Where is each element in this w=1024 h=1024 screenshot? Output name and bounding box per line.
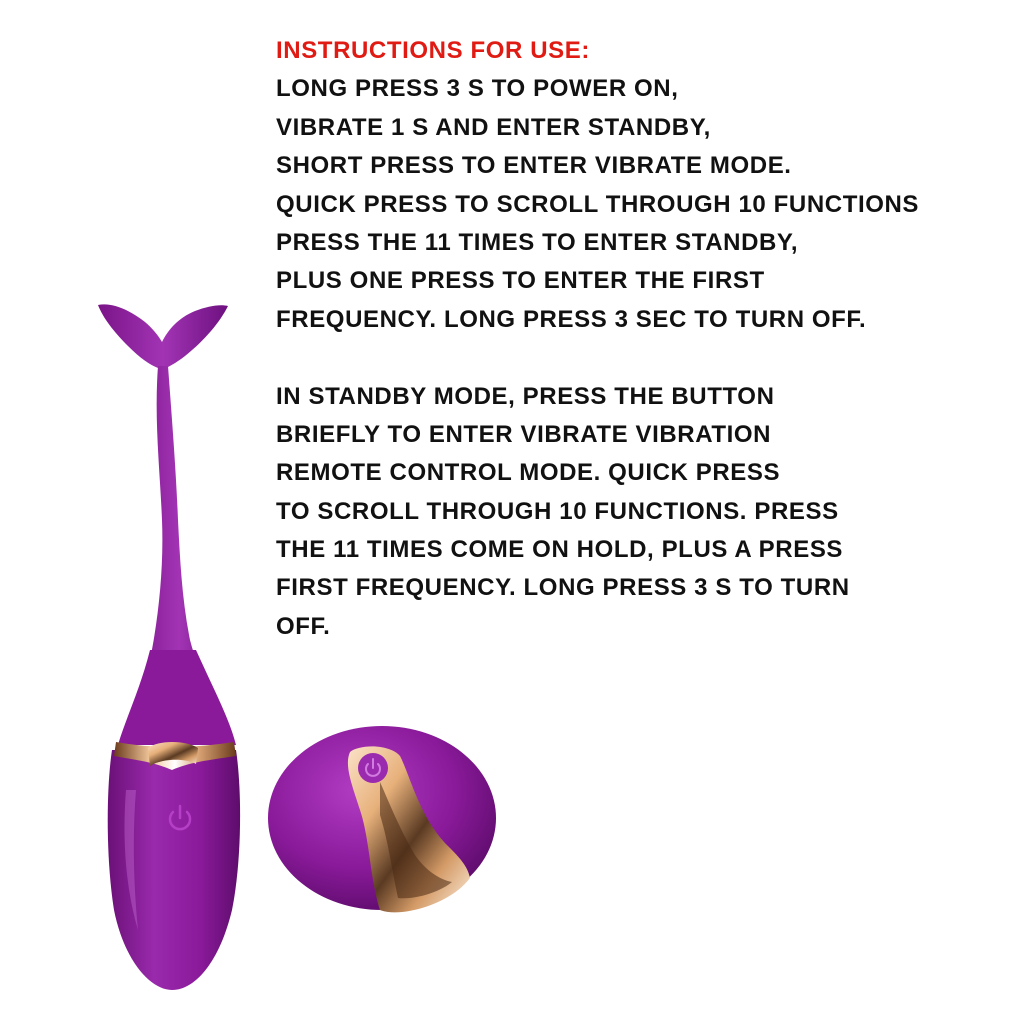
instructions-heading: INSTRUCTIONS FOR USE: bbox=[276, 37, 590, 64]
instruction-line: BRIEFLY TO ENTER VIBRATE VIBRATION bbox=[276, 420, 772, 448]
instruction-line: VIBRATE 1 S AND ENTER STANDBY, bbox=[276, 113, 711, 141]
instruction-line: TO SCROLL THROUGH 10 FUNCTIONS. PRESS bbox=[276, 497, 839, 525]
instruction-line: PRESS THE 11 TIMES TO ENTER STANDBY, bbox=[276, 228, 799, 256]
remote-control-image bbox=[268, 726, 496, 912]
instruction-line: FIRST FREQUENCY. LONG PRESS 3 S TO TURN bbox=[276, 574, 850, 602]
instruction-line: THE 11 TIMES COME ON HOLD, PLUS A PRESS bbox=[276, 536, 844, 564]
instruction-line: FREQUENCY. LONG PRESS 3 SEC TO TURN OFF. bbox=[276, 305, 867, 333]
instruction-line: PLUS ONE PRESS TO ENTER THE FIRST bbox=[276, 267, 765, 295]
instruction-line: SHORT PRESS TO ENTER VIBRATE MODE. bbox=[276, 152, 792, 180]
instruction-line: IN STANDBY MODE, PRESS THE BUTTON bbox=[276, 382, 775, 410]
instruction-line: QUICK PRESS TO SCROLL THROUGH 10 FUNCTIONS bbox=[276, 190, 920, 218]
instruction-line: LONG PRESS 3 S TO POWER ON, bbox=[276, 75, 679, 103]
instruction-line: OFF. bbox=[276, 612, 331, 640]
egg-device-image bbox=[98, 304, 240, 990]
instruction-line: REMOTE CONTROL MODE. QUICK PRESS bbox=[276, 459, 781, 487]
